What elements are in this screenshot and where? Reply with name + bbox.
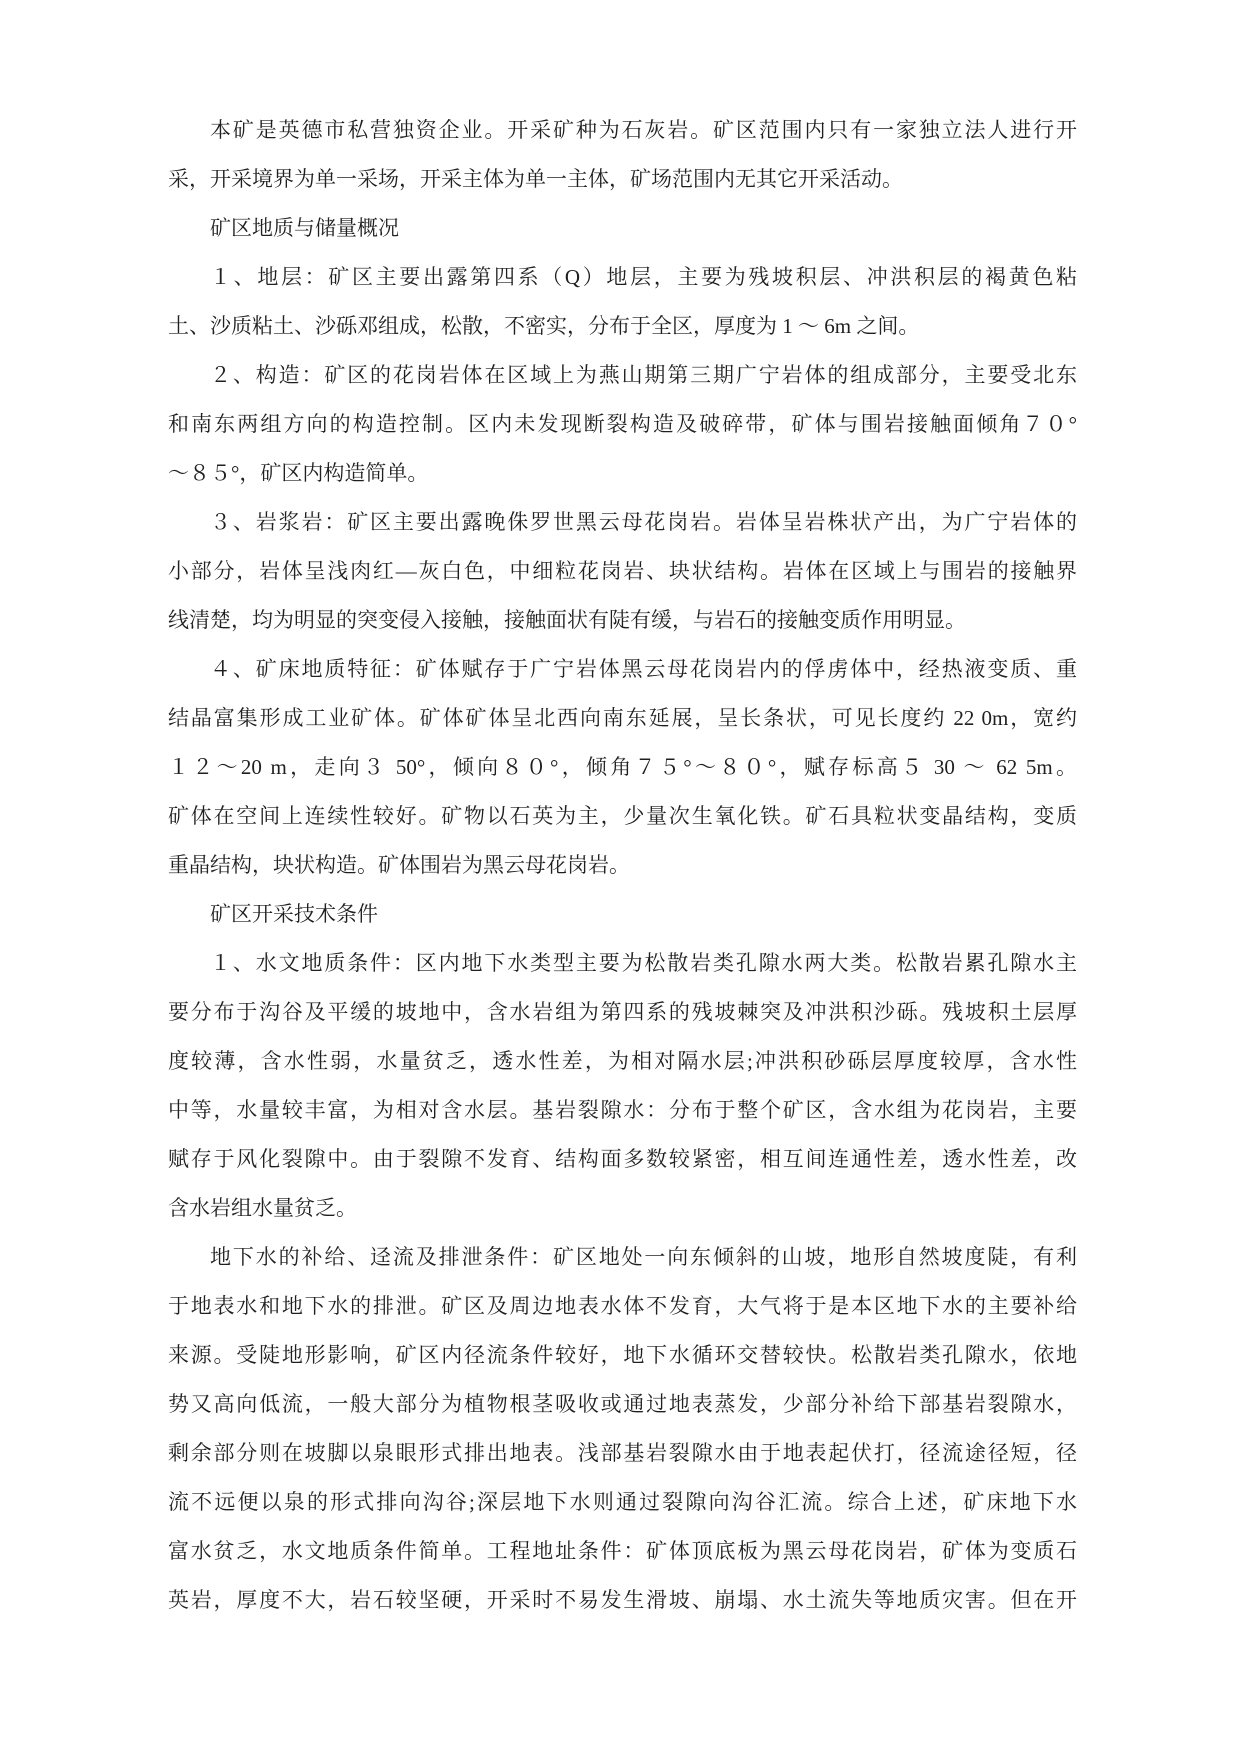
text-line: 地下水的补给、迳流及排泄条件：矿区地处一向东倾斜的山坡，地形自然坡度陡，有利: [210, 1245, 1077, 1269]
text-line: ～８５°，矿区内构造简单。: [168, 461, 429, 485]
text-line: 赋存于风化裂隙中。由于裂隙不发育、结构面多数较紧密，相互间连通性差，透水性差，改: [168, 1147, 1077, 1171]
text-line: １２～20 m，走向３ 50°，倾向８０°，倾角７５°～８０°，赋存标高５ 30 ～ 62 5m。: [168, 755, 1077, 779]
text-line: 于地表水和地下水的排泄。矿区及周边地表水体不发育，大气将于是本区地下水的主要补给: [168, 1294, 1077, 1318]
text-line: 中等，水量较丰富，为相对含水层。基岩裂隙水：分布于整个矿区，含水组为花岗岩，主要: [168, 1098, 1077, 1122]
document-body: [168, 106, 1077, 1625]
text-line: 含水岩组水量贫乏。: [168, 1196, 357, 1220]
text-line: 来源。受陡地形影响，矿区内径流条件较好，地下水循环交替较快。松散岩类孔隙水，依地: [168, 1343, 1077, 1367]
text-line: 矿区开采技术条件: [210, 902, 378, 926]
text-line: ４、矿床地质特征：矿体赋存于广宁岩体黑云母花岗岩内的俘虏体中，经热液变质、重: [210, 657, 1077, 681]
text-line: 结晶富集形成工业矿体。矿体矿体呈北西向南东延展，呈长条状，可见长度约 22 0m，宽约: [168, 706, 1077, 730]
text-line: 矿区地质与储量概况: [210, 216, 399, 240]
text-line: 度较薄，含水性弱，水量贫乏，透水性差，为相对隔水层;冲洪积砂砾层厚度较厚，含水性: [168, 1049, 1077, 1073]
text-line: 势又高向低流，一般大部分为植物根茎吸收或通过地表蒸发，少部分补给下部基岩裂隙水，: [168, 1392, 1077, 1416]
text-line: 土、沙质粘土、沙砾邓组成，松散，不密实，分布于全区，厚度为 1 ～ 6m 之间。: [168, 314, 920, 338]
text-line: ３、岩浆岩：矿区主要出露晚侏罗世黑云母花岗岩。岩体呈岩株状产出，为广宁岩体的: [210, 510, 1077, 534]
text-line: 剩余部分则在坡脚以泉眼形式排出地表。浅部基岩裂隙水由于地表起伏打，径流途径短，径: [168, 1441, 1077, 1465]
text-line: 要分布于沟谷及平缓的坡地中，含水岩组为第四系的残坡棘突及冲洪积沙砾。残坡积土层厚: [168, 1000, 1077, 1024]
text-line: 富水贫乏，水文地质条件简单。工程地址条件：矿体顶底板为黑云母花岗岩，矿体为变质石: [168, 1539, 1077, 1563]
text-line: 英岩，厚度不大，岩石较坚硬，开采时不易发生滑坡、崩塌、水土流失等地质灾害。但在开: [168, 1588, 1077, 1612]
text-line: 矿体在空间上连续性较好。矿物以石英为主，少量次生氧化铁。矿石具粒状变晶结构，变质: [168, 804, 1077, 828]
text-line: 线清楚，均为明显的突变侵入接触，接触面状有陡有缓，与岩石的接触变质作用明显。: [168, 608, 966, 632]
text-line: 和南东两组方向的构造控制。区内未发现断裂构造及破碎带，矿体与围岩接触面倾角７０°: [168, 412, 1077, 436]
text-line: 本矿是英德市私营独资企业。开采矿种为石灰岩。矿区范围内只有一家独立法人进行开: [210, 118, 1077, 142]
text-line: 重晶结构，块状构造。矿体围岩为黑云母花岗岩。: [168, 853, 630, 877]
text-line: 采，开采境界为单一采场，开采主体为单一主体，矿场范围内无其它开采活动。: [168, 167, 903, 191]
text-line: 小部分，岩体呈浅肉红—灰白色，中细粒花岗岩、块状结构。岩体在区域上与围岩的接触界: [168, 559, 1077, 583]
text-line: １、水文地质条件：区内地下水类型主要为松散岩类孔隙水两大类。松散岩累孔隙水主: [210, 951, 1077, 975]
text-line: ２、构造：矿区的花岗岩体在区域上为燕山期第三期广宁岩体的组成部分，主要受北东: [210, 363, 1077, 387]
text-line: １、地层：矿区主要出露第四系（Q）地层，主要为残坡积层、冲洪积层的褐黄色粘: [210, 265, 1077, 289]
text-line: 流不远便以泉的形式排向沟谷;深层地下水则通过裂隙向沟谷汇流。综合上述，矿床地下水: [168, 1490, 1077, 1514]
